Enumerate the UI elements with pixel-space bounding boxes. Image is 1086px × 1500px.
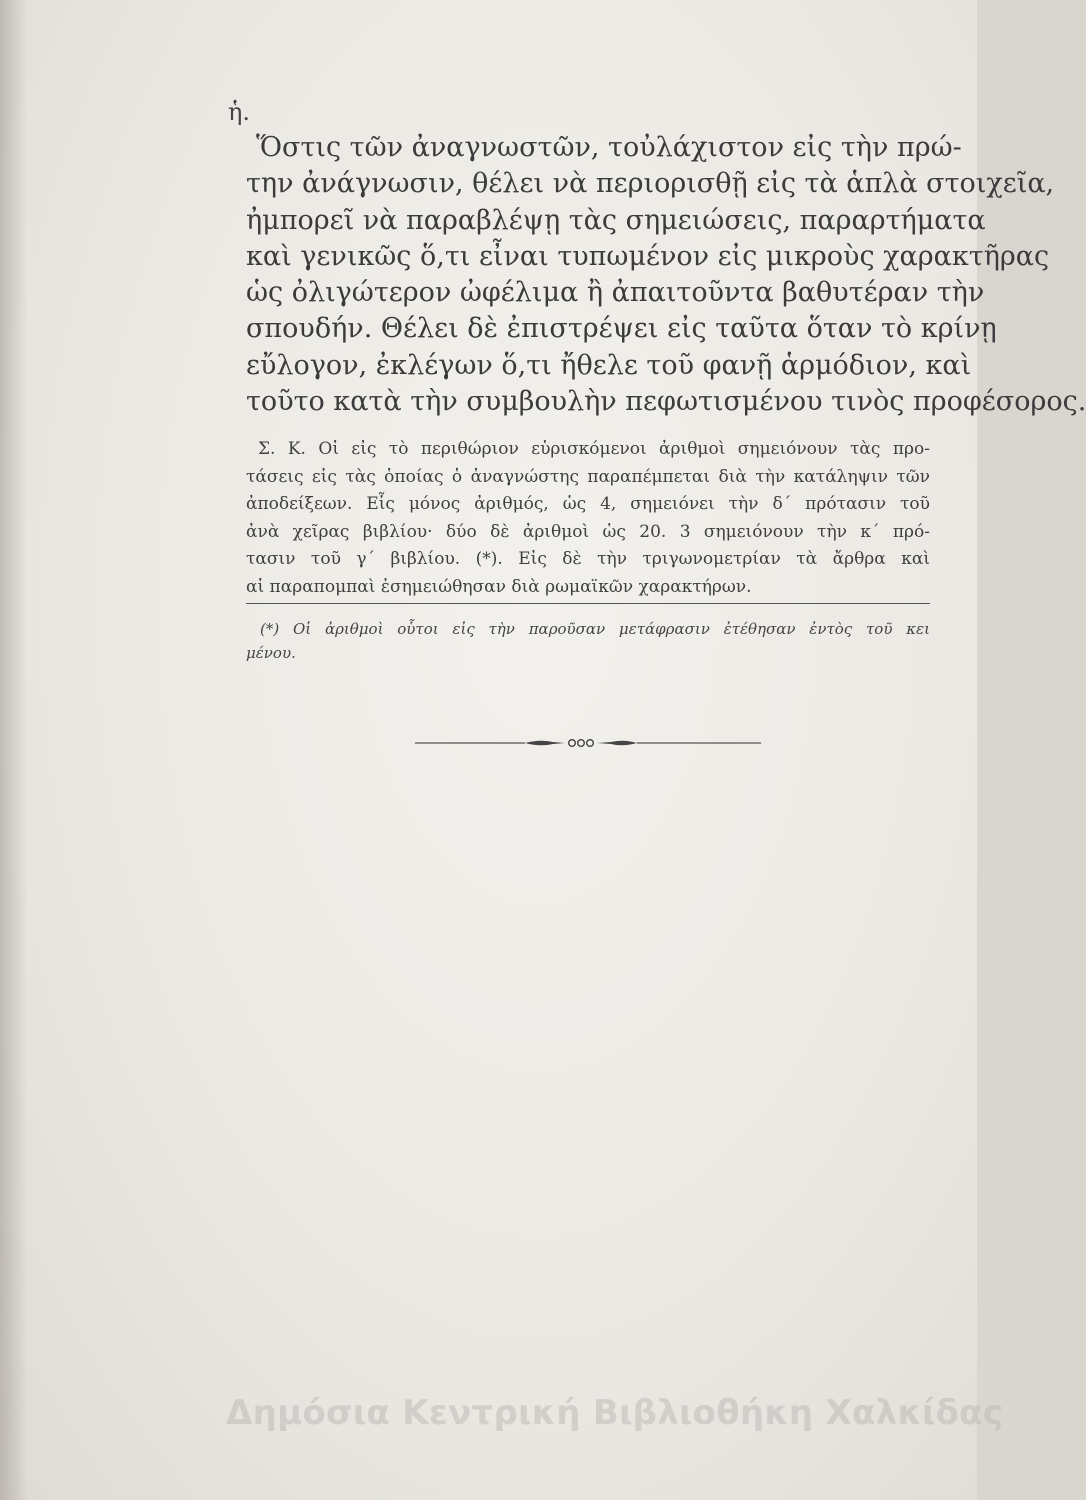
footnote-line: μένου. — [246, 644, 296, 662]
note-line: ἀποδείξεων. Εἷς μόνος ἀριθμός, ὡς 4, σημειόνει τὴν δ΄ πρότασιν τοῦ — [246, 494, 930, 514]
note-line: τασιν τοῦ γ΄ βιβλίου. (*). Εἰς δὲ τὴν τριγωνομετρίαν τὰ ἄρθρα καὶ — [246, 549, 930, 569]
note-line: τάσεις εἰς τὰς ὁποίας ὁ ἀναγνώστης παραπέμπεται διὰ τὴν κατάληψιν τῶν — [246, 466, 930, 487]
ornament-divider — [415, 736, 761, 750]
ornament-ring — [578, 740, 585, 747]
note-line: Σ. Κ. Οἱ εἰς τὸ περιθώριον εὑρισκόμενοι ἀριθμοὶ σημειόνουν τὰς προ- — [258, 439, 930, 459]
page-signature: ἡ. — [228, 98, 251, 126]
main-line: καὶ γενικῶς ὅ,τι εἶναι τυπωμένον εἰς μικροὺς χαρακτῆρας — [246, 240, 1050, 272]
ornament-ring — [569, 740, 576, 747]
footnote-line: (*) Οἱ ἀριθμοὶ οὗτοι εἰς τὴν παροῦσαν μετάφρασιν ἐτέθησαν ἐντὸς τοῦ κει — [260, 620, 930, 638]
note-line: ἀνὰ χεῖρας βιβλίου· δύο δὲ ἀριθμοὶ ὡς 20. 3 σημειόνουν τὴν κ΄ πρό- — [246, 521, 930, 542]
ornament-flourish-right — [597, 741, 637, 746]
note-line: αἱ παραπομπαὶ ἐσημειώθησαν διὰ ρωμαϊκῶν χαρακτήρων. — [246, 576, 752, 597]
page-edge-shadow — [0, 0, 28, 1500]
main-line: την ἀνάγνωσιν, θέλει νὰ περιορισθῇ εἰς τὰ ἁπλὰ στοιχεῖα, — [246, 168, 1055, 200]
main-line: τοῦτο κατὰ τὴν συμβουλὴν πεφωτισμένου τινὸς προφέσορος. — [246, 386, 1086, 418]
main-line: σπουδήν. Θέλει δὲ ἐπιστρέψει εἰς ταῦτα ὅταν τὸ κρίνῃ — [246, 313, 997, 345]
footnote — [246, 617, 930, 665]
ornament-ring — [587, 740, 594, 747]
library-watermark: Δημόσια Κεντρική Βιβλιοθήκη Χαλκίδας — [226, 1393, 1004, 1433]
main-line: ὡς ὀλιγώτερον ὠφέλιμα ἢ ἀπαιτοῦντα βαθυτέραν τὴν — [246, 277, 985, 309]
main-line: ἠμπορεῖ νὰ παραβλέψῃ τὰς σημειώσεις, παραρτήματα — [246, 204, 986, 236]
note-paragraph — [246, 436, 930, 601]
main-paragraph — [246, 130, 1086, 420]
ornament-flourish-left — [525, 741, 565, 746]
footnote-rule — [246, 603, 930, 604]
main-line: εὔλογον, ἐκλέγων ὅ,τι ἤθελε τοῦ φανῇ ἁρμόδιον, καὶ — [246, 349, 972, 381]
main-line: Ὅστις τῶν ἀναγνωστῶν, τοὐλάχιστον εἰς τὴν πρώ- — [256, 132, 962, 163]
